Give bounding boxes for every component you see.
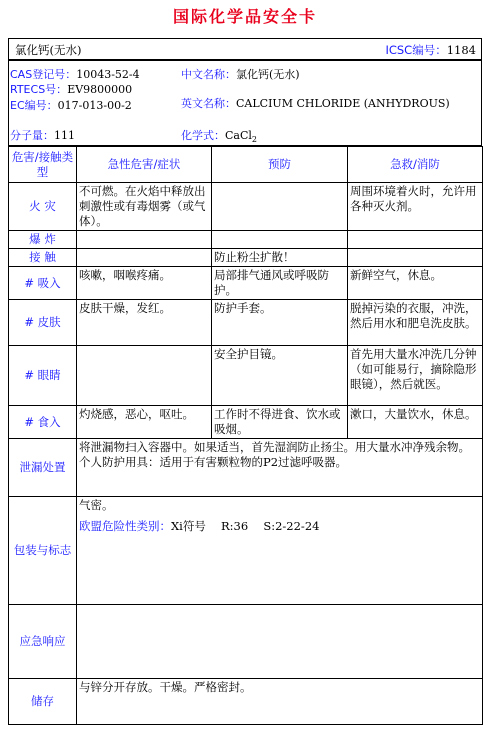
emergency-row <box>9 605 483 679</box>
rtecs-value: EV9800000 <box>67 83 133 96</box>
row-hazard <box>77 346 212 406</box>
row-hazard: 皮肤干燥，发红。 <box>77 300 212 346</box>
icsc-number <box>385 42 476 58</box>
table-row <box>9 300 483 346</box>
row-prevention <box>212 183 348 231</box>
chemical-header <box>8 38 482 60</box>
row-label: 接 触 <box>9 249 77 267</box>
eu-value: Xi符号 R:36 S:2-22-24 <box>171 519 320 533</box>
row-hazard: 不可燃。在火焰中释放出刺激性或有毒烟雾（或气体）。 <box>77 183 212 231</box>
formula-subscript: 2 <box>251 135 258 145</box>
storage-text: 与锌分开存放。干燥。严格密封。 <box>77 679 483 725</box>
hazard-table <box>8 146 483 725</box>
spill-text: 将泄漏物扫入容器中。如果适当，首先湿润防止扬尘。用大量水冲净残余物。个人防护用具：适用于有害颗粒物的P2过滤呼吸器。 <box>77 439 483 497</box>
cn-name-value: 氯化钙(无水) <box>236 68 300 81</box>
mw-line <box>10 127 75 143</box>
row-label: # 皮肤 <box>9 300 77 346</box>
ec-line <box>10 97 132 113</box>
row-first-aid: 漱口，大量饮水，休息。 <box>348 406 483 439</box>
row-hazard: 咳嗽，咽喉疼痛。 <box>77 267 212 300</box>
col-header-hazard: 急性危害/症状 <box>77 147 212 183</box>
card-title: 国际化学品安全卡 <box>172 7 317 26</box>
row-first-aid <box>348 231 483 249</box>
table-row <box>9 231 483 249</box>
row-hazard: 灼烧感，恶心，呕吐。 <box>77 406 212 439</box>
formula-line <box>181 127 257 144</box>
en-name-line <box>181 95 450 111</box>
row-prevention: 防止粉尘扩散！ <box>212 249 348 267</box>
row-label: 爆 炸 <box>9 231 77 249</box>
row-hazard <box>77 231 212 249</box>
col-header-prevention: 预防 <box>212 147 348 183</box>
row-prevention: 防护手套。 <box>212 300 348 346</box>
formula-value: CaCl <box>225 129 252 142</box>
packaging-row <box>9 497 483 605</box>
ec-label: EC编号： <box>10 99 58 112</box>
rtecs-line <box>10 81 132 97</box>
en-name-value: CALCIUM CHLORIDE (ANHYDROUS) <box>236 97 450 110</box>
icsc-label: ICSC编号： <box>385 43 447 57</box>
cas-label: CAS登记号： <box>10 68 77 81</box>
ec-value: 017-013-00-2 <box>57 99 132 112</box>
en-name-label: 英文名称： <box>181 97 236 110</box>
col-header-first-aid: 急救/消防 <box>348 147 483 183</box>
cn-name-label: 中文名称： <box>181 68 236 81</box>
table-row <box>9 346 483 406</box>
col-header-type: 危害/接触类型 <box>9 147 77 183</box>
chemical-name: 氯化钙(无水) <box>15 43 82 57</box>
spill-row <box>9 439 483 497</box>
formula-label: 化学式： <box>181 129 225 142</box>
storage-row <box>9 679 483 725</box>
row-label: # 吸入 <box>9 267 77 300</box>
packaging-cell <box>77 497 483 605</box>
table-row <box>9 406 483 439</box>
mw-label: 分子量： <box>10 129 54 142</box>
cn-name-line <box>181 66 300 82</box>
row-label: # 食入 <box>9 406 77 439</box>
eu-classification <box>79 519 480 534</box>
emergency-label: 应急响应 <box>9 605 77 679</box>
row-prevention <box>212 231 348 249</box>
row-first-aid: 首先用大量水冲洗几分钟（如可能易行，摘除隐形眼镜），然后就医。 <box>348 346 483 406</box>
row-first-aid <box>348 249 483 267</box>
row-first-aid: 脱掉污染的衣服，冲洗，然后用水和肥皂洗皮肤。 <box>348 300 483 346</box>
mw-value: 111 <box>54 129 75 142</box>
row-label: # 眼睛 <box>9 346 77 406</box>
table-row <box>9 249 483 267</box>
row-prevention: 工作时不得进食、饮水或吸烟。 <box>212 406 348 439</box>
cas-line <box>10 66 140 82</box>
row-first-aid: 周围环境着火时，允许用各种灭火剂。 <box>348 183 483 231</box>
row-first-aid: 新鲜空气，休息。 <box>348 267 483 300</box>
identification-block <box>8 60 482 146</box>
packaging-label: 包装与标志 <box>9 497 77 605</box>
icsc-value: 1184 <box>446 43 476 57</box>
row-label: 火 灾 <box>9 183 77 231</box>
spill-label: 泄漏处置 <box>9 439 77 497</box>
table-row <box>9 267 483 300</box>
cas-value: 10043-52-4 <box>76 68 140 81</box>
row-hazard <box>77 249 212 267</box>
packaging-text: 气密。 <box>79 498 114 512</box>
table-header-row <box>9 147 483 183</box>
eu-label: 欧盟危险性类别： <box>79 519 171 533</box>
table-row <box>9 183 483 231</box>
storage-label: 储存 <box>9 679 77 725</box>
emergency-text <box>77 605 483 679</box>
row-prevention: 安全护目镜。 <box>212 346 348 406</box>
row-prevention: 局部排气通风或呼吸防护。 <box>212 267 348 300</box>
rtecs-label: RTECS号： <box>10 83 68 96</box>
